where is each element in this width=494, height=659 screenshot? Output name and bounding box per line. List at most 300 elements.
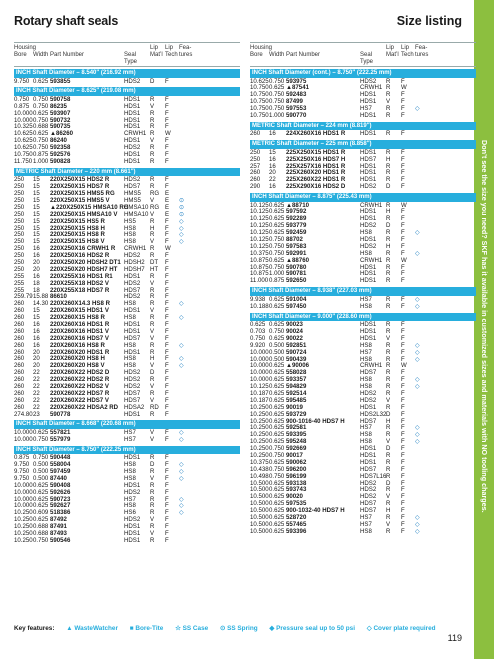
lip-tech: F	[165, 286, 169, 294]
bore: 10.125	[250, 229, 269, 237]
part-number: 86610	[50, 293, 67, 301]
seal-type: HDS1	[360, 176, 377, 184]
lip-material: R	[386, 451, 391, 459]
width: 0.750	[269, 236, 285, 244]
lip-material: V	[150, 383, 155, 391]
bore: 9.750	[14, 474, 30, 482]
side-banner	[474, 0, 494, 659]
seal-type: HDS1	[360, 270, 377, 278]
bore: 260	[14, 341, 25, 349]
features: ◇	[415, 229, 420, 237]
seal-type: HDS2	[124, 279, 141, 287]
bore: 274.80	[14, 410, 33, 418]
lip-tech: W	[401, 362, 407, 370]
lip-tech: F	[401, 222, 405, 230]
seal-type: HDS1	[124, 481, 141, 489]
lip-material: R	[150, 502, 155, 510]
seal-type: HDS1	[124, 454, 141, 462]
part-number: 220X260X15 HS8 R	[50, 314, 105, 322]
part-number: 592459	[286, 229, 307, 237]
lip-material: R	[386, 369, 391, 377]
part-number: 590828	[50, 157, 71, 165]
lip-material: D	[150, 369, 155, 377]
width: 0.625	[33, 130, 49, 138]
width: 0.625	[269, 520, 285, 528]
lip-material: R	[150, 341, 155, 349]
lip-tech: F	[165, 321, 169, 328]
seal-type: HDS1	[124, 157, 141, 165]
width: 15	[33, 231, 40, 239]
lip-tech: F	[165, 272, 169, 280]
bore: 260	[14, 369, 25, 377]
part-number: ▲220X250X15 HMSA10 RG	[50, 203, 129, 211]
part-number: 90024	[286, 327, 303, 335]
bore: 10.000	[250, 369, 269, 377]
seal-type: HDSA2	[124, 403, 145, 411]
width: 0.875	[33, 151, 49, 159]
bore: 250	[14, 176, 25, 184]
seal-type: HDS1	[360, 148, 377, 156]
part-number: 220X255X18 HDS2 V	[50, 279, 109, 287]
lip-tech: F	[165, 403, 169, 411]
bore: 250	[14, 245, 25, 253]
lip-tech: F	[401, 431, 405, 439]
col-lip-tech: Lip Tech	[165, 45, 178, 58]
part-number: 90022	[286, 334, 303, 342]
lip-material: V	[150, 102, 155, 110]
lip-material: D	[386, 479, 391, 487]
width: 0.625	[269, 215, 285, 223]
width: 0.750	[269, 249, 285, 257]
key-label: Key features:	[14, 625, 55, 632]
seal-type: HDS7	[360, 500, 377, 508]
lip-tech: W	[401, 256, 407, 264]
lip-material: R	[386, 348, 391, 356]
col-part: Part Number	[50, 52, 85, 58]
width: 23	[33, 410, 40, 418]
lip-tech: F	[165, 151, 169, 159]
part-number: 596200	[286, 465, 307, 473]
bore: 250	[250, 155, 261, 163]
width: 0.625	[269, 369, 285, 377]
key-cover-plate: ◇ Cover plate required	[366, 625, 436, 632]
bore: 10.000	[250, 348, 269, 356]
bore: 10.187	[250, 396, 269, 404]
features: ◇	[179, 341, 184, 349]
part-number: 220X260X20 HDS1 R	[50, 348, 110, 356]
part-number: 593138	[286, 479, 307, 487]
lip-tech: F	[401, 327, 405, 335]
lip-material: H	[150, 224, 155, 232]
part-number: 558028	[286, 369, 307, 377]
lip-material: R	[150, 300, 155, 308]
lip-material: R	[386, 302, 391, 310]
lip-material: R	[150, 348, 155, 356]
bore: 10.000	[14, 435, 33, 443]
part-number: 220X260X16 HDS7 V	[50, 334, 109, 342]
bore: 10.625	[14, 130, 33, 138]
features: ◇	[179, 509, 184, 517]
width: 0.625	[269, 201, 285, 209]
lip-tech: F	[165, 238, 169, 246]
lip-material: H	[150, 355, 155, 363]
seal-type: HDS1	[360, 321, 377, 329]
lip-tech: F	[165, 523, 169, 531]
seal-type: HDS1	[124, 536, 141, 544]
lip-material: V	[150, 396, 155, 404]
width: 0.750	[269, 465, 285, 473]
lip-tech: F	[401, 451, 405, 459]
part-number: 225X260X22 HDS1 R	[286, 176, 346, 184]
lip-tech: F	[401, 91, 405, 99]
right-column	[250, 42, 476, 536]
seal-type: HDS1	[360, 327, 377, 335]
width: 0.625	[269, 389, 285, 397]
lip-material: V	[386, 520, 391, 528]
width: 0.625	[33, 77, 49, 85]
part-number: 592358	[50, 144, 71, 152]
bore: 11.750	[14, 157, 33, 165]
lip-tech: F	[401, 355, 405, 363]
seal-type: HDS1	[360, 277, 377, 285]
seal-type: HDS2	[124, 252, 141, 260]
seal-type: HS8	[124, 231, 136, 239]
lip-tech: F	[165, 495, 169, 503]
bore: 250	[14, 210, 25, 218]
lip-tech: F	[401, 410, 405, 418]
seal-type: HDS1	[124, 530, 141, 538]
lip-tech: F	[165, 224, 169, 232]
lip-material: R	[150, 321, 155, 328]
lip-material: R	[386, 486, 391, 494]
size-section	[14, 420, 240, 443]
features: ◇	[179, 428, 184, 436]
bore: 250	[14, 196, 25, 204]
lip-material: V	[150, 362, 155, 370]
lip-material: R	[150, 509, 155, 517]
features: ◇	[415, 431, 420, 439]
bore: 10.125	[250, 383, 269, 391]
seal-type: HDS2	[124, 77, 141, 85]
col-lip-tech: Lip Tech	[401, 45, 414, 58]
lip-tech: F	[165, 428, 169, 436]
bore: 10.000	[14, 495, 33, 503]
seal-type: HDS2	[124, 376, 141, 384]
bore: 10.000	[14, 116, 33, 124]
seal-type: HDS1	[124, 95, 141, 103]
part-number: 558004	[50, 461, 71, 469]
seal-type: HDS1	[360, 130, 377, 138]
width: 0.750	[33, 102, 49, 110]
table-row	[14, 159, 240, 166]
part-number: 593743	[286, 486, 307, 494]
lip-tech: F	[401, 493, 405, 501]
bore: 250	[14, 217, 25, 225]
bore: 10.125	[250, 222, 269, 230]
part-number: 90017	[286, 451, 303, 459]
bore: 10.250	[250, 410, 269, 418]
lip-tech: F	[165, 144, 169, 152]
part-number: ▲88710	[286, 201, 309, 209]
width: 22	[33, 403, 40, 411]
lip-tech: F	[401, 369, 405, 377]
part-number: 597592	[286, 208, 307, 216]
width: 0.609	[33, 509, 49, 517]
part-number: 900-1016-40 HDS7 H	[286, 417, 345, 425]
bore: 259.79	[14, 293, 33, 301]
bore: 10.000	[14, 428, 33, 436]
bore: 10.250	[250, 445, 269, 453]
seal-type: HS7	[360, 520, 372, 528]
features: ◇	[179, 474, 184, 482]
part-number: 220X250X20 HDSH2 DT1	[50, 258, 121, 266]
part-number: 220X250X15 HDS7 R	[50, 183, 110, 191]
width: 0.750	[269, 105, 285, 113]
width: 0.750	[33, 95, 49, 103]
width: 0.500	[269, 341, 285, 349]
seal-type: HDS1	[124, 109, 141, 117]
features: ◇	[179, 495, 184, 503]
seal-type: CRWH1	[360, 201, 383, 209]
size-section	[250, 193, 476, 285]
lip-tech: F	[401, 500, 405, 508]
seal-type: HDS2	[360, 486, 377, 494]
bore: 0.875	[14, 454, 30, 462]
bore: 10.000	[250, 376, 269, 384]
part-number: 220X250X15 HDS2 R	[50, 176, 110, 184]
lip-tech: F	[401, 479, 405, 487]
lip-material: V	[150, 238, 155, 246]
lip-tech: F	[401, 389, 405, 397]
lip-tech: F	[401, 396, 405, 404]
bore: 10.750	[250, 84, 269, 92]
section-header: METRIC Shaft Diameter – 225 mm (8.858")	[250, 140, 476, 149]
col-lip-mat: Lip Mat’l	[386, 45, 399, 58]
width: 0.750	[269, 263, 285, 271]
seal-type: HS8	[360, 341, 372, 349]
bore: 10.125	[250, 242, 269, 250]
part-number: 220X255X16 HDS1 R1	[50, 272, 113, 280]
width: 20	[269, 169, 276, 177]
seal-type: HDS1	[360, 98, 377, 106]
lip-material: V	[150, 210, 155, 218]
col-bore: Housing Bore	[250, 45, 273, 58]
width: 16	[269, 155, 276, 163]
lip-tech: F	[401, 162, 405, 170]
part-number: 220X260X16 HDS1 R	[50, 321, 110, 328]
lip-material: R	[150, 151, 155, 159]
lip-tech: F	[165, 341, 169, 349]
col-lip-mat: Lip Mat’l	[150, 45, 163, 58]
lip-tech: F	[165, 265, 169, 273]
part-number: 590780	[286, 263, 307, 271]
lip-tech: F	[401, 249, 405, 257]
seal-type: HS6	[124, 509, 136, 517]
seal-type: HS8	[124, 362, 136, 370]
section-header: INCH Shaft Diameter – 8.625" (219.08 mm)	[14, 87, 240, 96]
width: 0.625	[33, 109, 49, 117]
part-number: 590770	[286, 111, 307, 119]
width: 0.625	[269, 376, 285, 384]
part-number: 593975	[286, 77, 307, 85]
lip-tech: F	[165, 77, 169, 85]
part-number: 593855	[50, 77, 71, 85]
table-row	[250, 529, 476, 536]
width: 16	[33, 334, 40, 342]
lip-tech: F	[165, 183, 169, 191]
seal-type: HDS7L16	[360, 472, 387, 480]
seal-type: HDSH2	[124, 258, 145, 266]
bore: 260	[14, 334, 25, 342]
width: 0.625	[33, 495, 49, 503]
part-number: ▲90006	[286, 362, 309, 370]
features: ◇	[179, 300, 184, 308]
width: 0.625	[269, 527, 285, 535]
part-number: 593907	[50, 109, 71, 117]
width: 0.625	[269, 410, 285, 418]
seal-type: HMSA10	[124, 210, 149, 218]
features: ◇	[415, 295, 420, 303]
section-header: INCH Shaft Diameter – 8.875" (225.43 mm)	[250, 193, 476, 202]
lip-tech: F	[401, 465, 405, 473]
part-number: 594829	[286, 383, 307, 391]
features: ◇	[179, 314, 184, 322]
bore: 260	[14, 321, 25, 328]
bore: 250	[14, 258, 25, 266]
lip-material: R	[150, 123, 155, 131]
part-number: 597459	[50, 468, 71, 476]
bore: 10.498	[250, 472, 269, 480]
width: 0.625	[269, 321, 285, 329]
lip-material: H	[386, 155, 391, 163]
features: ◇	[415, 527, 420, 535]
width: 18	[33, 279, 40, 287]
seal-type: HS8	[360, 438, 372, 446]
part-number: ▲87541	[286, 84, 309, 92]
size-section	[14, 168, 240, 419]
part-number: 220X250X15 HS8 H	[50, 224, 105, 232]
lip-tech: F	[165, 252, 169, 260]
key-features	[14, 624, 464, 632]
seal-type: HDS7	[124, 183, 141, 191]
col-features: Fea- tures	[415, 45, 429, 58]
lip-material: H	[386, 507, 391, 515]
lip-material: R	[386, 148, 391, 156]
width: 15	[33, 190, 40, 198]
width: 0.625	[269, 479, 285, 487]
bore: 0.703	[250, 327, 266, 335]
part-number: 225X250X15 HDS1 R	[286, 148, 346, 156]
lip-tech: F	[165, 481, 169, 489]
width: 0.625	[33, 516, 49, 524]
bore: 10.500	[250, 520, 269, 528]
seal-type: HDS1	[124, 137, 141, 145]
features: ◇	[415, 376, 420, 384]
left-column	[14, 42, 240, 545]
seal-type: HDS7	[360, 369, 377, 377]
width: 18	[33, 286, 40, 294]
size-section	[14, 87, 240, 165]
lip-material: R	[150, 481, 155, 489]
seal-type: HS7	[124, 428, 136, 436]
bore: 290	[250, 183, 261, 191]
bore: 260	[14, 355, 25, 363]
lip-tech: F	[401, 183, 405, 191]
lip-material: R	[386, 295, 391, 303]
seal-type: HDS2	[124, 144, 141, 152]
part-number: 87440	[50, 474, 67, 482]
seal-type: HS8	[360, 431, 372, 439]
lip-material: V	[150, 196, 155, 204]
features: ◇	[415, 341, 420, 349]
lip-material: RD	[150, 403, 159, 411]
size-section	[250, 287, 476, 310]
column-header	[14, 42, 240, 67]
bore: 10.375	[250, 249, 269, 257]
seal-type: HDS1	[124, 116, 141, 124]
features: ◇	[415, 438, 420, 446]
lip-tech: F	[401, 236, 405, 244]
lip-material: V	[386, 493, 391, 501]
lip-material: R	[386, 249, 391, 257]
bore: 0.750	[250, 334, 266, 342]
lip-tech: F	[401, 148, 405, 156]
seal-type: HDS1	[360, 451, 377, 459]
part-number: 590735	[50, 123, 71, 131]
lip-material: R	[150, 314, 155, 322]
bore: 10.325	[14, 123, 33, 131]
part-number: 224X260X16 HDS1 R	[286, 130, 346, 138]
bore: 250	[14, 231, 25, 239]
col-seal: Seal Type	[360, 52, 374, 65]
seal-type: HS8	[124, 224, 136, 232]
part-number: 220X260X22 HDS7 V	[50, 396, 109, 404]
lip-tech: F	[401, 155, 405, 163]
lip-material: R	[386, 389, 391, 397]
lip-tech: F	[165, 410, 169, 418]
bore: 10.250	[250, 403, 269, 411]
bore: 10.125	[250, 215, 269, 223]
width: 0.625	[269, 403, 285, 411]
part-number: 220X260X20 HS8 H	[50, 355, 105, 363]
seal-type: CRWH1	[124, 130, 147, 138]
width: 16	[33, 327, 40, 335]
width: 16	[33, 272, 40, 280]
lip-material: R	[386, 270, 391, 278]
bore: 10.250	[250, 438, 269, 446]
part-number: 220X250X15 HS8 R	[50, 231, 105, 239]
part-number: 597583	[286, 242, 307, 250]
width: 16	[33, 245, 40, 253]
width: 0.500	[269, 355, 285, 363]
bore: 10.250	[14, 516, 33, 524]
bore: 10.250	[14, 530, 33, 538]
width: 0.875	[269, 277, 285, 285]
bore: 10.250	[250, 417, 269, 425]
bore: 260	[14, 362, 25, 370]
lip-tech: F	[401, 277, 405, 285]
part-number: 900-1032-40 HDS7 H	[286, 507, 345, 515]
col-seal: Seal Type	[124, 52, 138, 65]
lip-tech: F	[401, 105, 405, 113]
part-number: 593357	[286, 376, 307, 384]
width: 22	[33, 369, 40, 377]
size-section	[250, 140, 476, 191]
bore: 0.750	[14, 95, 30, 103]
width: 0.750	[33, 536, 49, 544]
seal-type: HDS2	[360, 479, 377, 487]
width: 16	[269, 162, 276, 170]
